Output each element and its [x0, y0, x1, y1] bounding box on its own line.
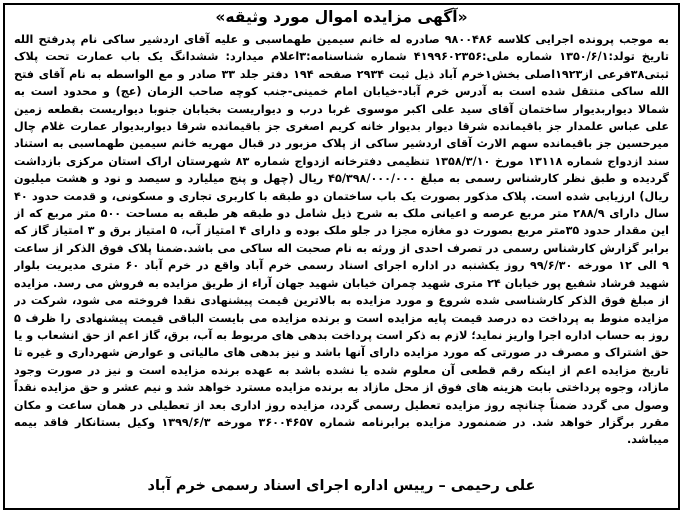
- notice-signature: علی رحیمی – رییس اداره اجرای اسناد رسمی خرم آباد: [147, 478, 536, 494]
- notice-title: «آگهی مزایده اموال مورد وثیقه»: [215, 8, 468, 26]
- notice-body: [14, 31, 669, 469]
- notice-paragraph: به موجب پرونده اجرایی کلاسه ۹۸۰۰۴۸۶ صادره له خانم سیمین طهماسبی و علیه آقای اردشیر ساکی نام پدرفتح الله تاریخ تولد:۱۳۵۰/۶/۱ شماره ملی:۴۱۹۹۶۰۲۳۵۶ شماره شناسنامه:۳اعلام میدارد: ششدانگ یک باب عمارت تحت پلاک ثبتی۳۸فرعی از۱۹۲۳اصلی بخش۱خرم آباد ذیل ثبت ۲۹۳۴ صفحه ۱۹۴ دفتر جلد ۳۳ صادر و مع الواسطه به نام آقای فتح الله ساکی منتقل شده است به آدرس خرم آباد-خیابان امام خمینی-جنب کوچه صاحب الزمان (عج) و محدود است به شمالا دیواربدیوار ساختمان آقای سید علی اکبر موسوی غربا درب و دیواریست بخیابان جنوبا دیواریست بقطعه زمین علی عباس علمدار جز باقیمانده شرقا دیوار بدیوار خانه کریم اصغری جز باقیمانده شرقا دیواربدیوار عمارت غلام چال میرحسین جز باقیمانده سهم الارث آقای اردشیر ساکی از پلاک مزبور در قبال مهریه خانم سیمین طهماسبی به استناد سند ازدواج شماره ۱۳۱۱۸ مورخ ۱۳۵۸/۳/۱۰ تنظیمی دفترخانه ازدواج شماره ۸۳ شهرستان اراک استان مرکزی بازداشت گردیده و طبق نظر کارشناس رسمی به مبلغ ۴۵/۳۹۸/۰۰۰/۰۰۰ ریال (چهل و پنج میلیارد و سیصد و نود و هشت میلیون ریال) ارزیابی شده است. پلاک مذکور بصورت یک باب ساختمان دو طبقه با کاربری تجاری و مسکونی، و قدمت حدود ۴۰ سال دارای ۲۸۸/۹ متر مربع عرصه و اعیانی ملک به شرح ذیل شامل دو طبقه هر طبقه به مساحت ۵۰۰ متر مربع که از این مقدار حدود ۳۵متر مربع بصورت دو مغازه مجزا در جلو ملک بوده و دارای ۴ امتیاز آب، ۵ امتیاز برق و ۳ امتیاز گاز که برابر گزارش کارشناس رسمی در تصرف احدی از ورثه به نام صحبت اله ساکی می باشد.ضمنا پلاک فوق الذکر از ساعت ۹ الی ۱۲ مورخه ۹۹/۶/۳۰ روز یکشنبه در اداره اجرای اسناد رسمی خرم آباد واقع در خرم آباد ۶۰ متری مدیریت بلوار شهید فرشاد شفیع پور خیابان ۲۴ متری شهید چمران خیابان شهید جهان آراء از طریق مزایده به فروش می رسد. مزایده از مبلغ فوق الذکر کارشناسی شده شروع و مورد مزایده به بالاترین قیمت پیشنهادی نقدا فروخته می شود، شرکت در مزایده منوط به پرداخت ده درصد قیمت پایه مزایده است و برنده مزایده می بایست الباقی قیمت پیشنهادی را ظرف ۵ روز به حساب اداره اجرا واریز نماید؛ لازم به ذکر است پرداخت بدهی های مربوط به آب، برق، گاز اعم از حق انشعاب و یا حق اشتراک و مصرف در صورتی که مورد مزایده دارای آنها باشد و نیز بدهی های مالیاتی و عوارض شهرداری و غیره تا تاریخ مزایده اعم از اینکه رقم قطعی آن معلوم شده یا نشده باشد به عهده برنده مزایده است و نیز در صورت وجود مازاد، وجوه پرداختی بابت هزینه های فوق از محل مازاد به برنده مزایده مسترد خواهد شد و نیم عشر و حق مزایده نقداً وصول می گردد ضمناً چنانچه روز مزایده تعطیل رسمی گردد، مزایده روز اداری بعد از تعطیلی در همان ساعت و مکان مقرر برگزار خواهد شد. در ضمنمورد مزایده برابرنامه شماره ۳۶۰۰۴۶۵۷ مورخه ۱۳۹۹/۶/۳ وکیل بستانکار فاقد بیمه میباشد.: [14, 33, 669, 447]
